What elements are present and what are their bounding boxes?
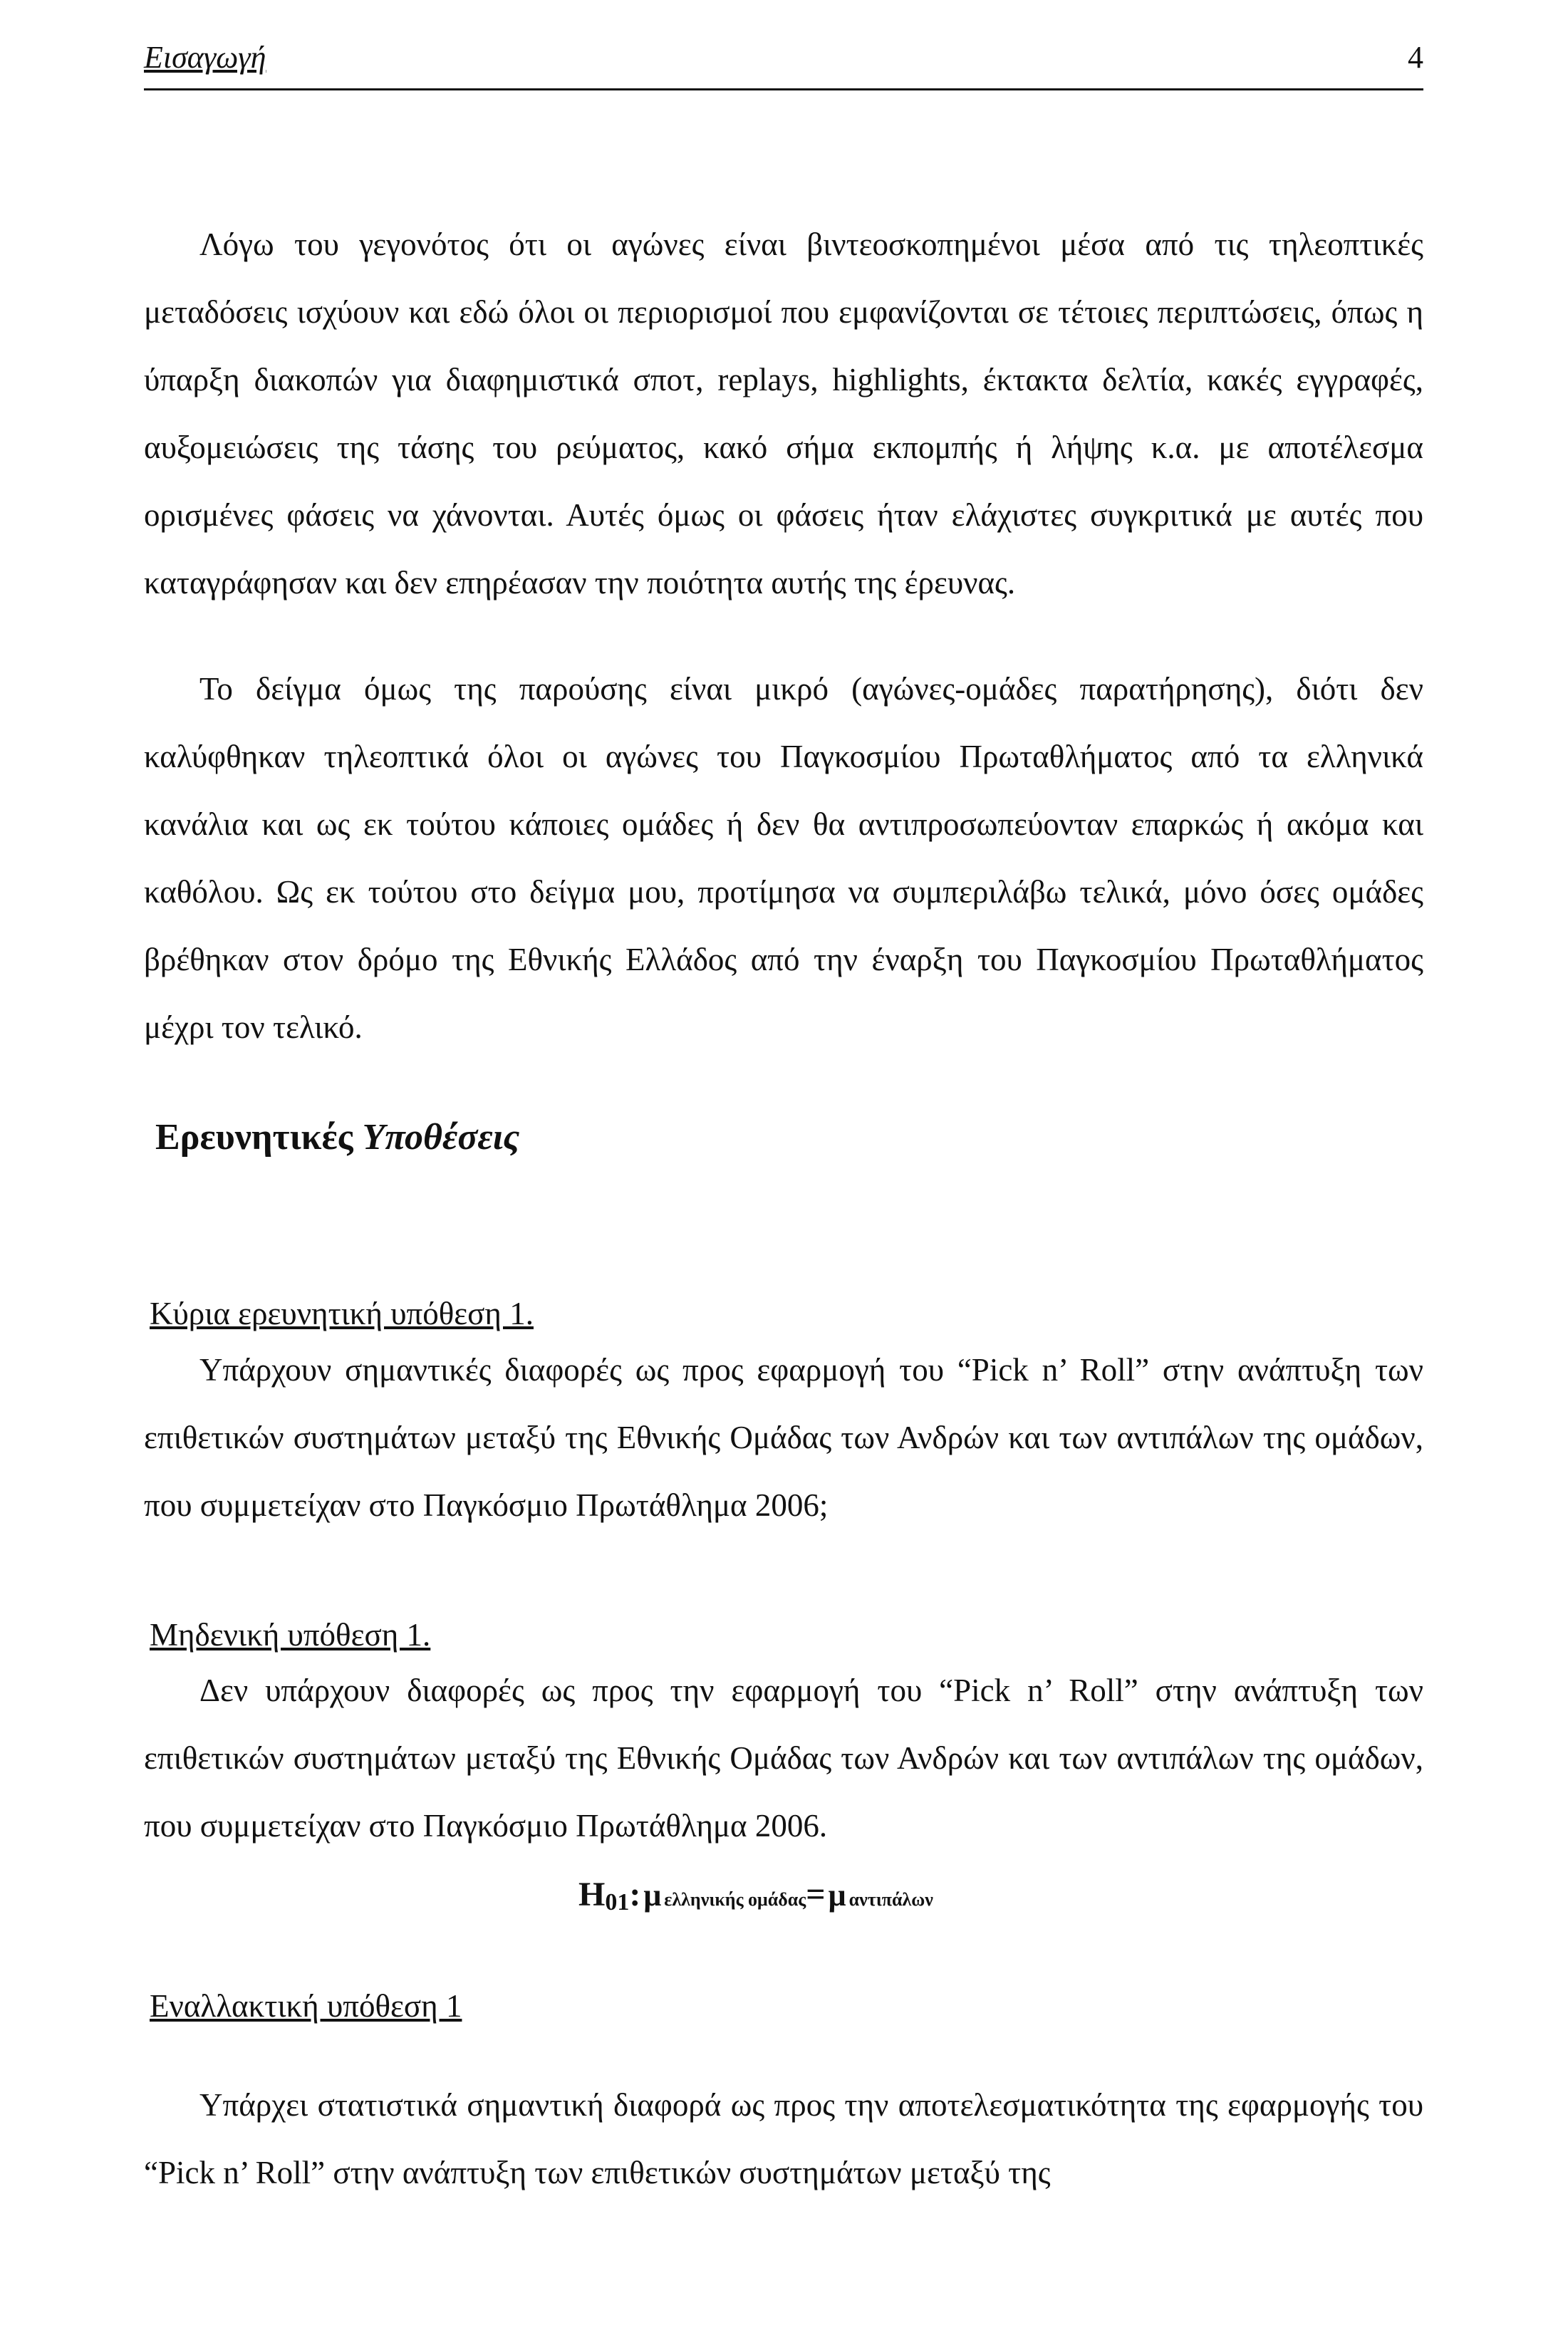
null-hypothesis-text: Δεν υπάρχουν διαφορές ως προς την εφαρμογή του “Pick n’ Roll” στην ανάπτυξη των επιθετικών συστημάτων μεταξύ της Εθνικής Ομάδας των Ανδρών και των αντιπάλων της ομάδων, που συμμετείχαν στο Παγκόσμιο Πρωτάθλημα 2006. <box>144 1673 1423 1844</box>
formula-mu-greek: μ <box>643 1878 662 1913</box>
null-hypothesis-formula <box>578 1866 933 1931</box>
main-hypothesis-label: Κύρια ερευνητική υπόθεση 1. <box>150 1296 534 1331</box>
formula-h-suffix: 1 <box>617 1889 630 1915</box>
main-hypothesis-text: Υπάρχουν σημαντικές διαφορές ως προς εφαρμογή του “Pick n’ Roll” στην ανάπτυξη των επιθετικών συστημάτων μεταξύ της Εθνικής Ομάδας των Ανδρών και των αντιπάλων της ομάδων, που συμμετείχαν στο Παγκόσμιο Πρωτάθλημα 2006; <box>144 1352 1423 1523</box>
formula-mu-opponents: μ <box>828 1878 846 1913</box>
null-hypothesis-label: Μηδενική υπόθεση 1. <box>150 1617 431 1653</box>
alternative-hypothesis-text: Υπάρχει στατιστικά σημαντική διαφορά ως προς την αποτελεσματικότητα της εφαρμογής του “Pick n’ Roll” στην ανάπτυξη των επιθετικών συστημάτων μεταξύ της <box>144 2087 1423 2190</box>
page-header <box>144 27 1423 90</box>
formula-equals: = <box>806 1876 826 1913</box>
alternative-hypothesis <box>144 2071 1423 2207</box>
paragraph-limitations <box>144 211 1423 617</box>
page-number: 4 <box>1408 40 1423 75</box>
formula-h-subscript: 0 <box>605 1889 618 1915</box>
heading-bold: Ερευνητικές <box>155 1117 353 1158</box>
formula-greek-team: ελληνικής ομάδας <box>664 1889 806 1910</box>
formula-colon: : <box>629 1876 641 1913</box>
main-hypothesis <box>144 1336 1423 1539</box>
paragraph-sample-text: Το δείγμα όμως της παρούσης είναι μικρό (αγώνες-ομάδες παρατήρησης), διότι δεν καλύφθηκαν τηλεοπτικά όλοι οι αγώνες του Παγκοσμίου Πρωταθλήματος από τα ελληνικά κανάλια και ως εκ τούτου κάποιες ομάδες ή δεν θα αντιπροσωπεύονταν επαρκώς ή ακόμα και καθόλου. Ως εκ τούτου στο δείγμα μου, προτίμησα να συμπεριλάβω τελικά, μόνο όσες ομάδες βρέθηκαν στον δρόμο της Εθνικής Ελλάδος από την έναρξη του Παγκοσμίου Πρωταθλήματος μέχρι τον τελικό. <box>144 671 1423 1045</box>
section-heading <box>155 1106 519 1170</box>
header-section-title: Εισαγωγή <box>144 40 266 75</box>
formula-h: H <box>578 1876 606 1913</box>
paragraph-sample <box>144 655 1423 1061</box>
formula-opponents: αντιπάλων <box>848 1889 933 1910</box>
heading-italic: Υποθέσεις <box>362 1117 520 1158</box>
paragraph-limitations-text: Λόγω του γεγονότος ότι οι αγώνες είναι βιντεοσκοπημένοι μέσα από τις τηλεοπτικές μεταδόσεις ισχύουν και εδώ όλοι οι περιορισμοί που εμφανίζονται σε τέτοιες περιπτώσεις, όπως η ύπαρξη διακοπών για διαφημιστικά σποτ, replays, highlights, έκτακτα δελτία, κακές εγγραφές, αυξομειώσεις της τάσης του ρεύματος, κακό σήμα εκπομπής ή λήψης κ.α. με αποτέλεσμα ορισμένες φάσεις να χάνονται. Αυτές όμως οι φάσεις ήταν ελάχιστες συγκριτικά με αυτές που καταγράφησαν και δεν επηρέασαν την ποιότητα αυτής της έρευνας. <box>144 227 1423 601</box>
null-hypothesis <box>144 1657 1423 1860</box>
alternative-hypothesis-label: Εναλλακτική υπόθεση 1 <box>150 1988 462 2024</box>
